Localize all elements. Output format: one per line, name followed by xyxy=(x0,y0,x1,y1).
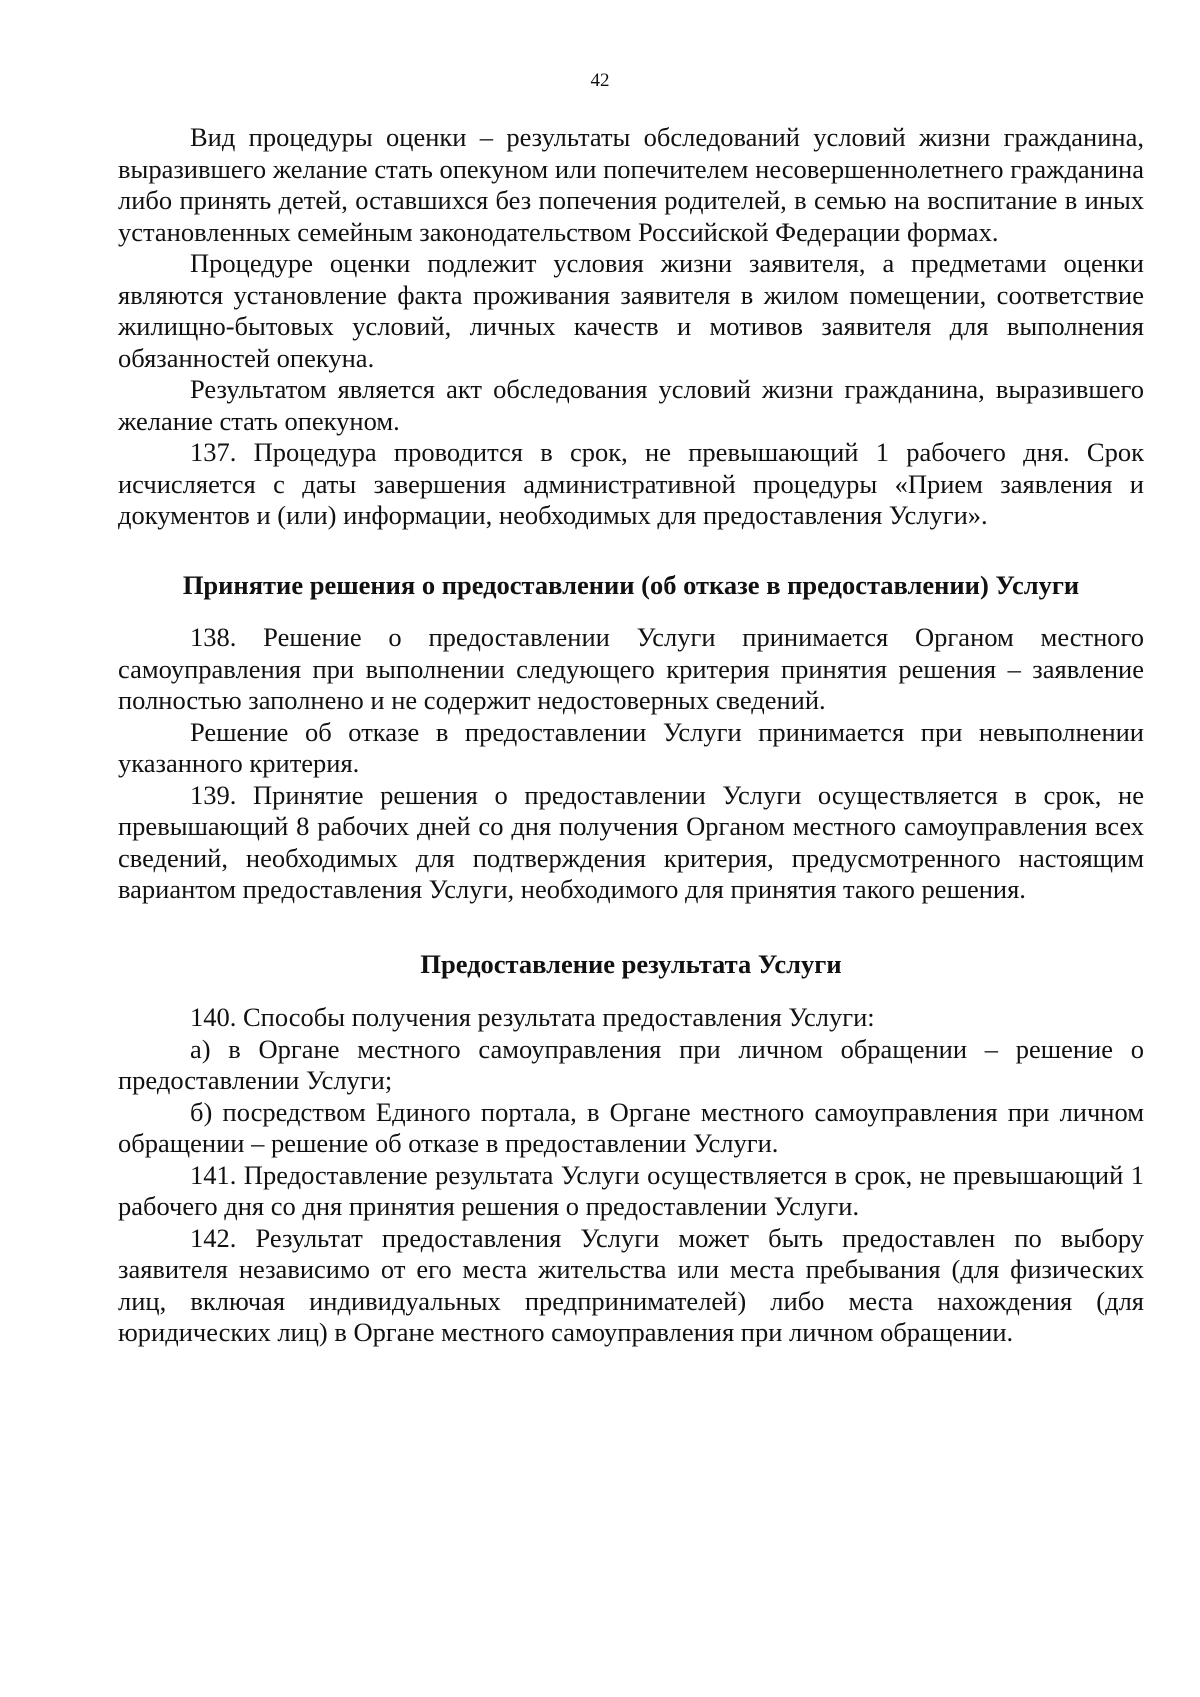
section-heading: Предоставление результата Услуги xyxy=(420,948,842,979)
paragraph: 140. Способы получения результата предоставления Услуги: xyxy=(190,1002,875,1032)
paragraph: Решение об отказе в предоставлении Услуги принимается при невыполнении указанного критерия. xyxy=(118,716,1144,778)
spacer xyxy=(118,980,1144,1002)
paragraph: 142. Результат предоставления Услуги может быть предоставлен по выбору заявителя независимо от его места жительства или места пребывания (для физических лиц, включая индивидуальных предпринимателей) либо места нахождения (для юридических лиц) в Органе местного самоуправления при личном обращении. xyxy=(118,1222,1144,1347)
section-heading: Принятие решения о предоставлении (об отказе в предоставлении) Услуги xyxy=(182,569,1080,600)
paragraph: 141. Предоставление результата Услуги осуществляется в срок, не превышающий 1 рабочего дня со дня принятия решения о предоставлении Услуги. xyxy=(118,1159,1144,1221)
spacer xyxy=(118,532,1144,570)
spacer xyxy=(118,601,1144,622)
paragraph: Процедуре оценки подлежит условия жизни заявителя, а предметами оценки являются установление факта проживания заявителя в жилом помещении, соответствие жилищно-бытовых условий, личных качеств и мотивов заявителя для выполнения обязанностей опекуна. xyxy=(118,248,1144,373)
document-body xyxy=(118,122,1144,1349)
paragraph: а) в Органе местного самоуправления при личном обращении – решение о предоставлении Услуги; xyxy=(118,1033,1144,1095)
spacer xyxy=(118,906,1144,949)
paragraph: 138. Решение о предоставлении Услуги принимается Органом местного самоуправления при выполнении следующего критерия принятия решения – заявление полностью заполнено и не содержит недостоверных сведений. xyxy=(118,622,1144,715)
paragraph: б) посредством Единого портала, в Органе местного самоуправления при личном обращении – решение об отказе в предоставлении Услуги. xyxy=(118,1096,1144,1158)
paragraph: Результатом является акт обследования условий жизни гражданина, выразившего желание стать опекуном. xyxy=(118,374,1144,436)
paragraph: 137. Процедура проводится в срок, не превышающий 1 рабочего дня. Срок исчисляется с даты завершения административной процедуры «Прием заявления и документов и (или) информации, необходимых для предоставления Услуги». xyxy=(118,437,1144,530)
page-number: 42 xyxy=(590,70,610,91)
paragraph: Вид процедуры оценки – результаты обследований условий жизни гражданина, выразившего желание стать опекуном или попечителем несовершеннолетнего гражданина либо принять детей, оставшихся без попечения родителей, в семью на воспитание в иных установленных семейным законодательством Российской Федерации формах. xyxy=(118,122,1144,247)
paragraph: 139. Принятие решения о предоставлении Услуги осуществляется в срок, не превышающий 8 рабочих дней со дня получения Органом местного самоуправления всех сведений, необходимых для подтверждения критерия, предусмотренного настоящим вариантом предоставления Услуги, необходимого для принятия такого решения. xyxy=(118,779,1144,904)
